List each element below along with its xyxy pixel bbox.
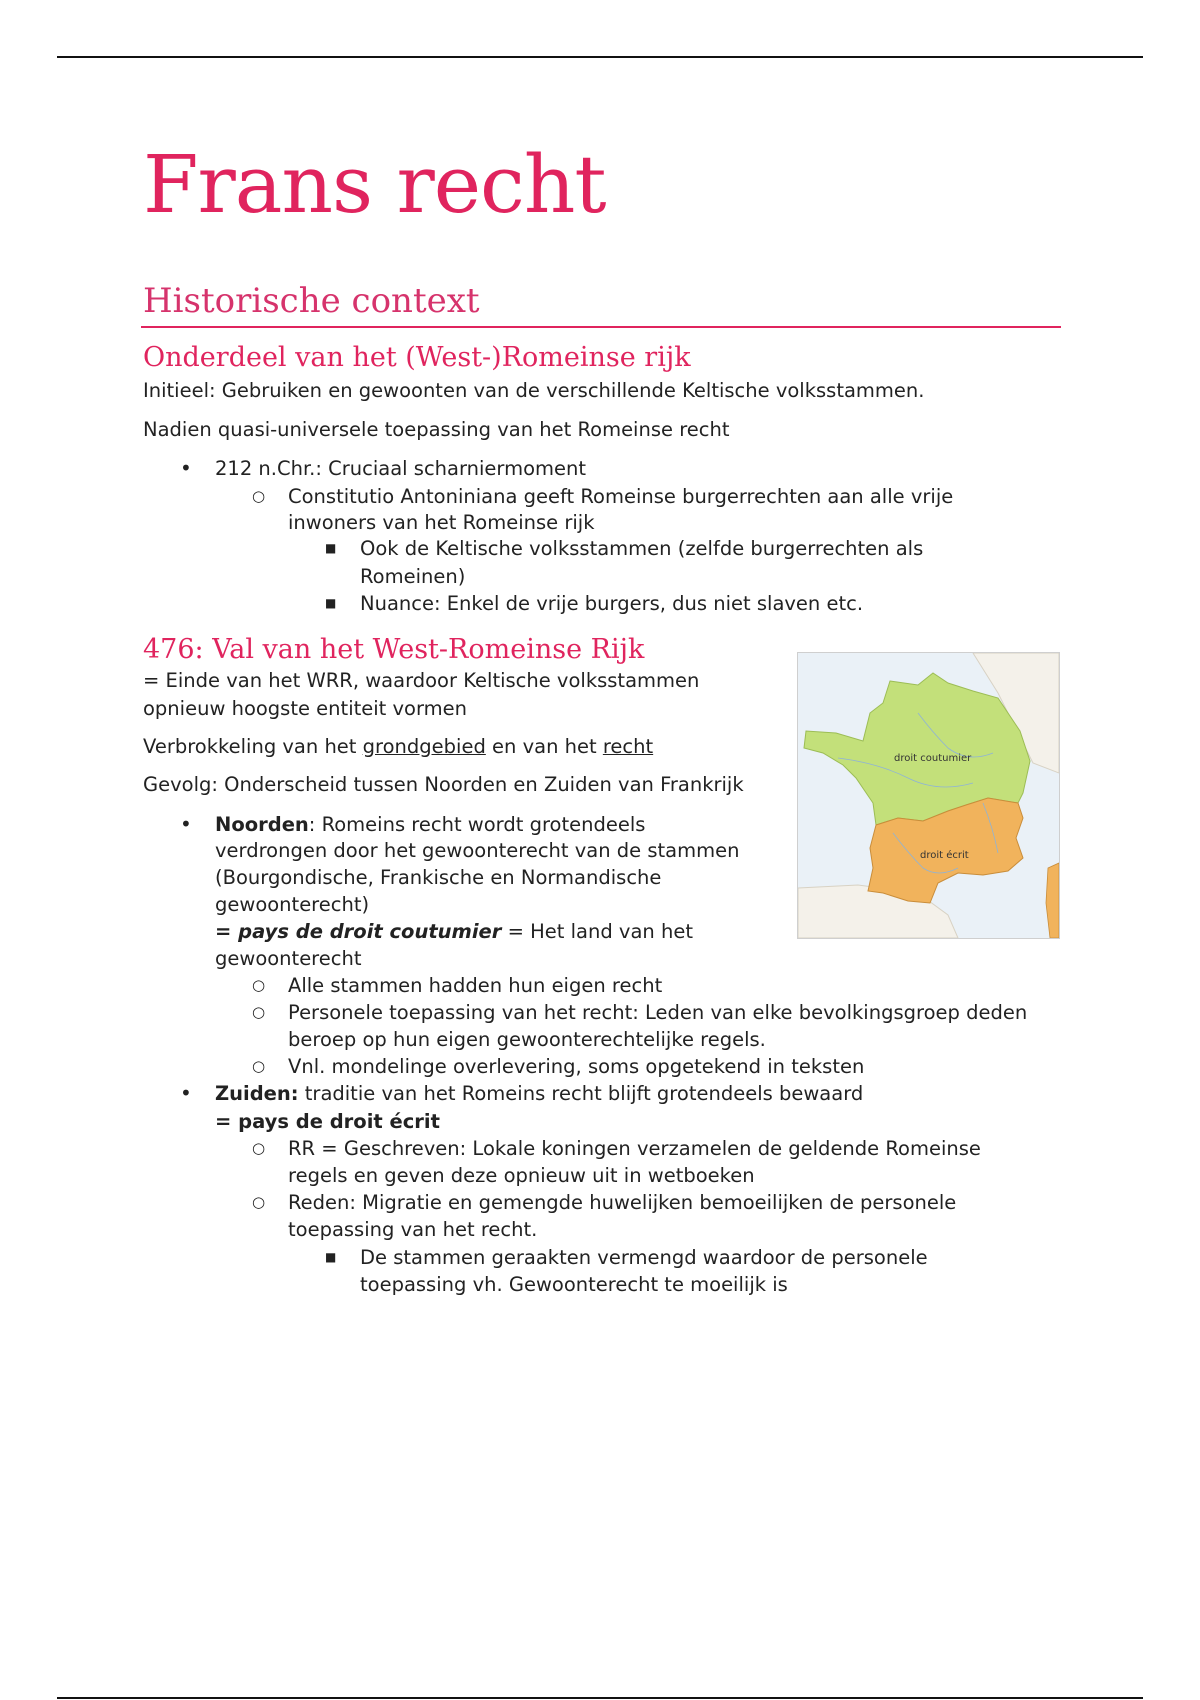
list-item-reden-line2: toepassing van het recht. <box>288 1218 538 1241</box>
bullet-circle-icon: ○ <box>252 1139 266 1157</box>
paragraph-initieel: Initieel: Gebruiken en gewoonten van de verschillende Keltische volksstammen. <box>143 379 925 402</box>
list-item-reden-line1: Reden: Migratie en gemengde huwelijken bemoeilijken de personele <box>288 1191 957 1214</box>
paragraph-gevolg: Gevolg: Onderscheid tussen Noorden en Zuiden van Frankrijk <box>143 773 744 796</box>
bullet-circle-icon: ○ <box>252 1057 266 1075</box>
list-item-noorden-line1 <box>215 811 645 838</box>
bullet-square-icon: ■ <box>325 541 337 555</box>
france-map-graphic <box>798 653 1059 938</box>
page-title: Frans recht <box>143 138 606 231</box>
paragraph-einde-line1: = Einde van het WRR, waardoor Keltische volksstammen <box>143 669 700 692</box>
list-item-vermengd-line1: De stammen geraakten vermengd waardoor de personele <box>360 1246 928 1269</box>
list-item-mondelinge: Vnl. mondelinge overlevering, soms opgetekend in teksten <box>288 1055 865 1078</box>
list-item-rr-line2: regels en geven deze opnieuw uit in wetboeken <box>288 1164 755 1187</box>
underlined-grondgebied: grondgebied <box>362 735 486 758</box>
france-law-map <box>797 652 1060 939</box>
list-item-personele-line1: Personele toepassing van het recht: Leden van elke bevolkingsgroep deden <box>288 1001 1028 1024</box>
bottom-rule <box>57 1697 1143 1699</box>
section-underline <box>141 326 1061 328</box>
list-item-noorden-line4: gewoonterecht) <box>215 893 370 916</box>
bullet-circle-icon: ○ <box>252 976 266 994</box>
list-item-stammen: Alle stammen hadden hun eigen recht <box>288 974 663 997</box>
bullet-disc-icon: • <box>180 1081 192 1105</box>
list-item-constitutio-line2: inwoners van het Romeinse rijk <box>288 511 595 534</box>
text-run: Verbrokkeling van het <box>143 735 363 758</box>
text-run: en van het <box>485 735 603 758</box>
paragraph-verbrokkeling <box>143 733 653 760</box>
list-item-rr-line1: RR = Geschreven: Lokale koningen verzamelen de geldende Romeinse <box>288 1137 981 1160</box>
term-pays-de-droit-ecrit: = pays de droit écrit <box>215 1110 440 1133</box>
text-run: = Het land van het <box>501 920 693 943</box>
list-item-noorden-line5 <box>215 918 693 945</box>
bold-noorden: Noorden <box>215 813 309 836</box>
bullet-circle-icon: ○ <box>252 1003 266 1021</box>
subsection-heading-476: 476: Val van het West-Romeinse Rijk <box>143 634 645 665</box>
list-item-nuance: Nuance: Enkel de vrije burgers, dus niet slaven etc. <box>360 592 864 615</box>
bullet-disc-icon: • <box>180 456 192 480</box>
paragraph-einde-line2: opnieuw hoogste entiteit vormen <box>143 697 468 720</box>
term-pays-de-droit-coutumier: = pays de droit coutumier <box>215 920 502 943</box>
bold-zuiden: Zuiden: <box>215 1082 299 1105</box>
list-item-vermengd-line2: toepassing vh. Gewoonterecht te moeilijk is <box>360 1273 788 1296</box>
text-run: : Romeins recht wordt grotendeels <box>308 813 646 836</box>
subsection-heading-roman-empire: Onderdeel van het (West-)Romeinse rijk <box>143 342 691 373</box>
underlined-recht: recht <box>602 735 654 758</box>
top-rule <box>57 56 1143 58</box>
map-label-north: droit coutumier <box>894 753 972 764</box>
list-item-noorden-line6: gewoonterecht <box>215 947 362 970</box>
list-item-zuiden-line1 <box>215 1080 863 1107</box>
list-item-noorden-line2: verdrongen door het gewoonterecht van de stammen <box>215 839 740 862</box>
bullet-disc-icon: • <box>180 812 192 836</box>
map-label-south: droit écrit <box>920 850 969 861</box>
list-item-keltische-line2: Romeinen) <box>360 565 466 588</box>
list-item-personele-line2: beroep op hun eigen gewoonterechtelijke regels. <box>288 1028 766 1051</box>
bullet-circle-icon: ○ <box>252 487 266 505</box>
bullet-square-icon: ■ <box>325 596 337 610</box>
list-item-keltische-line1: Ook de Keltische volksstammen (zelfde burgerrechten als <box>360 537 924 560</box>
list-item-constitutio-line1: Constitutio Antoniniana geeft Romeinse burgerrechten aan alle vrije <box>288 485 954 508</box>
list-item-noorden-line3: (Bourgondische, Frankische en Normandische <box>215 866 662 889</box>
list-item-212: 212 n.Chr.: Cruciaal scharniermoment <box>215 457 587 480</box>
text-run: traditie van het Romeins recht blijft grotendeels bewaard <box>298 1082 864 1105</box>
bullet-square-icon: ■ <box>325 1250 337 1264</box>
list-item-zuiden-line2 <box>215 1108 440 1135</box>
section-heading: Historische context <box>143 281 480 321</box>
bullet-circle-icon: ○ <box>252 1193 266 1211</box>
paragraph-nadien: Nadien quasi-universele toepassing van het Romeinse recht <box>143 418 730 441</box>
